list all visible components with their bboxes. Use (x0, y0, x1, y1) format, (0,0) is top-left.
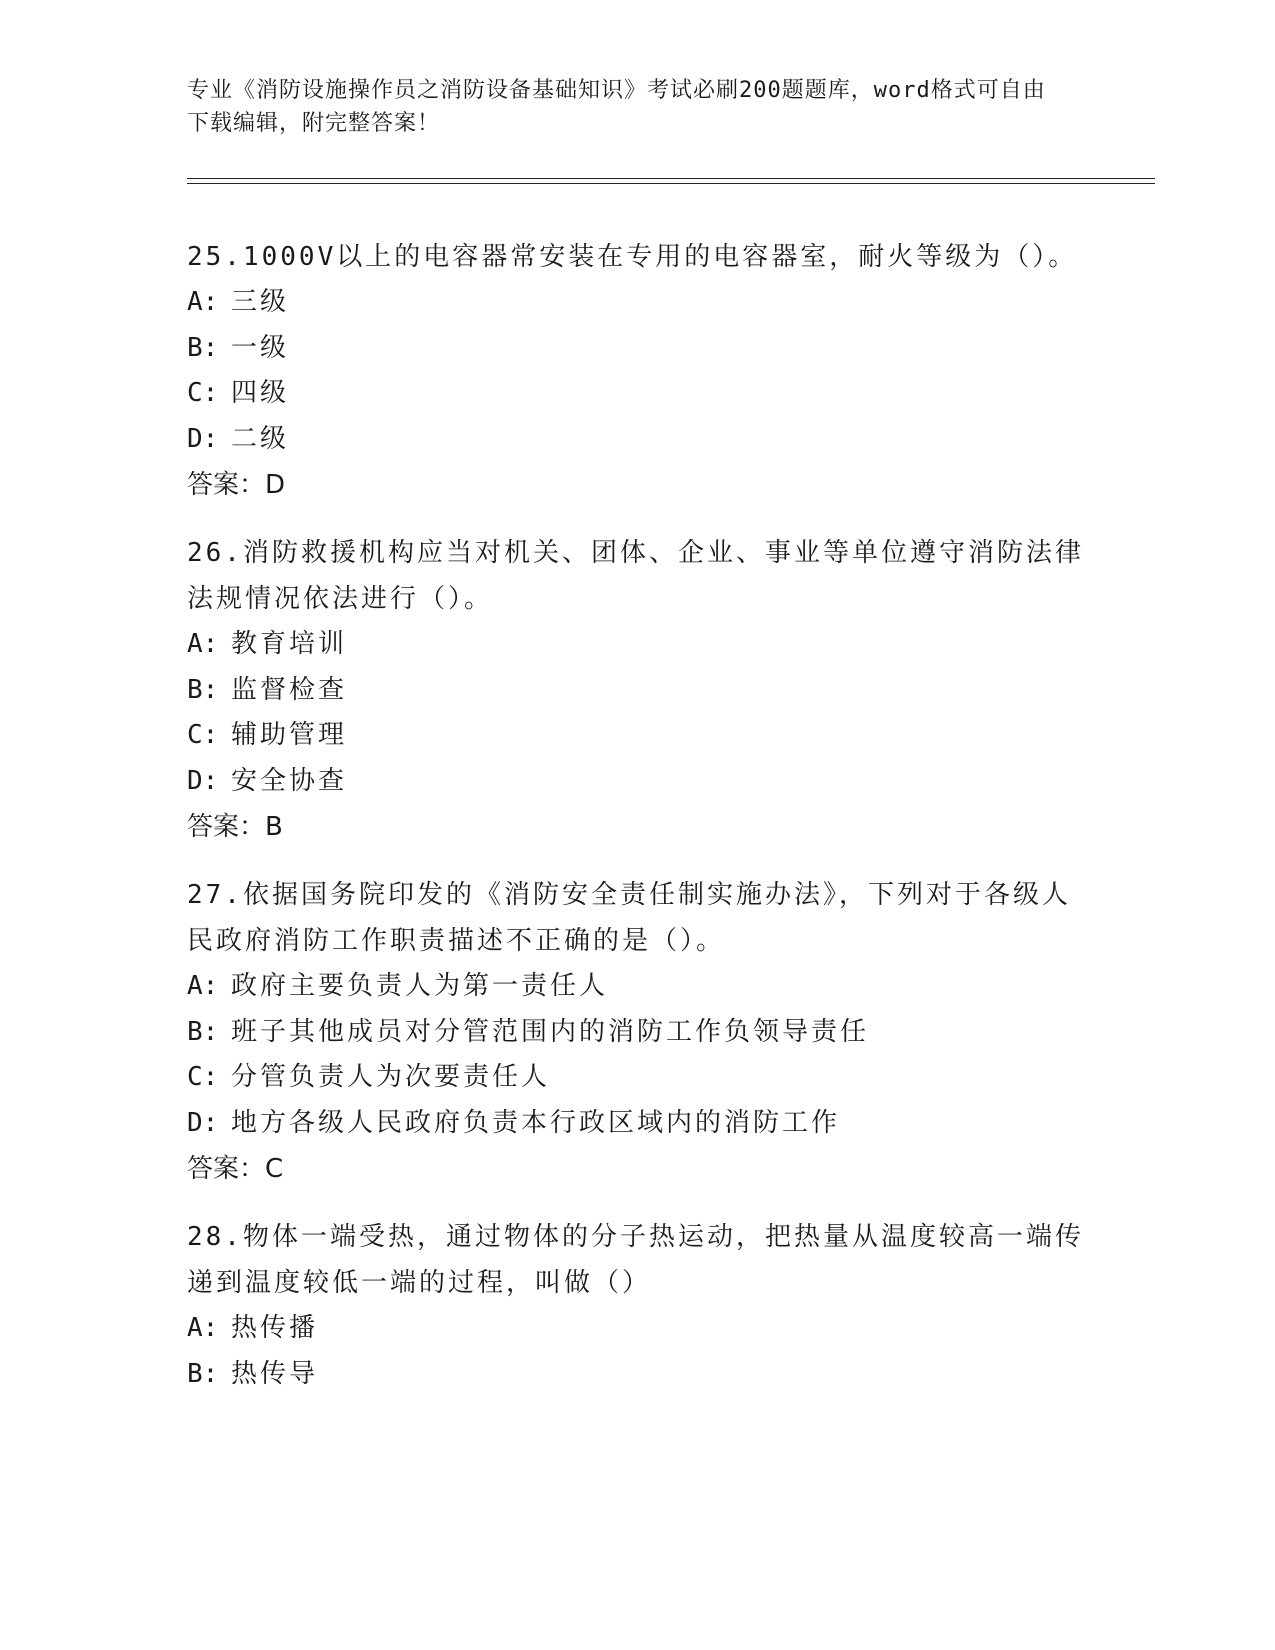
option-text: 热传导 (231, 1358, 319, 1389)
answer-line: 答案：C (187, 1154, 284, 1184)
question-27 (187, 872, 1087, 1192)
option-b (187, 1010, 1087, 1056)
option-c (187, 713, 1087, 759)
option-text: 教育培训 (231, 629, 348, 659)
option-a (187, 1306, 1087, 1352)
option-c (187, 371, 1087, 417)
option-key: A: (187, 1313, 219, 1343)
option-key: D: (187, 765, 219, 796)
question-25 (187, 234, 1087, 508)
option-b (187, 1352, 1087, 1398)
question-stem: 26.消防救援机构应当对机关、团体、企业、事业等单位遵守消防法律法规情况依法进行（）。 (187, 538, 1084, 614)
option-text: 地方各级人民政府负责本行政区域内的消防工作 (231, 1107, 841, 1138)
question-list (187, 234, 1087, 1419)
option-key: C: (187, 1062, 219, 1092)
option-b (187, 668, 1087, 714)
question-stem: 28.物体一端受热，通过物体的分子热运动，把热量从温度较高一端传递到温度较低一端的过程，叫做（） (187, 1222, 1084, 1298)
document-header: 专业《消防设施操作员之消防设备基础知识》考试必刷200题题库，word格式可自由下载编辑，附完整答案！ (187, 78, 1046, 136)
option-a (187, 964, 1087, 1010)
question-stem: 25.1000V以上的电容器常安装在专用的电容器室，耐火等级为（）。 (187, 242, 1078, 272)
option-key: D: (187, 423, 219, 454)
option-d (187, 759, 1087, 805)
option-text: 三级 (231, 287, 290, 317)
option-c (187, 1055, 1087, 1101)
option-key: A: (187, 629, 219, 659)
option-key: A: (187, 971, 219, 1001)
header-divider-top (187, 178, 1155, 179)
header-divider-bottom (187, 183, 1155, 184)
option-text: 一级 (231, 332, 290, 363)
question-28 (187, 1214, 1087, 1397)
option-key: B: (187, 332, 219, 363)
answer-line: 答案：D (187, 470, 286, 500)
option-text: 监督检查 (231, 674, 348, 705)
option-key: B: (187, 1358, 219, 1389)
option-b (187, 326, 1087, 372)
option-text: 班子其他成员对分管范围内的消防工作负领导责任 (231, 1016, 870, 1047)
option-text: 二级 (231, 423, 290, 454)
option-a (187, 622, 1087, 668)
option-key: A: (187, 287, 219, 317)
option-text: 政府主要负责人为第一责任人 (231, 971, 609, 1001)
option-a (187, 280, 1087, 326)
option-key: D: (187, 1107, 219, 1138)
option-key: B: (187, 1016, 219, 1047)
option-d (187, 417, 1087, 463)
option-key: C: (187, 378, 219, 408)
option-key: B: (187, 674, 219, 705)
option-d (187, 1101, 1087, 1147)
option-key: C: (187, 720, 219, 750)
question-26 (187, 530, 1087, 850)
question-stem: 27.依据国务院印发的《消防安全责任制实施办法》，下列对于各级人民政府消防工作职责描述不正确的是（）。 (187, 880, 1071, 956)
option-text: 分管负责人为次要责任人 (231, 1062, 551, 1092)
option-text: 辅助管理 (231, 720, 348, 750)
option-text: 四级 (231, 378, 290, 408)
option-text: 热传播 (231, 1313, 319, 1343)
option-text: 安全协查 (231, 765, 348, 796)
answer-line: 答案：B (187, 812, 283, 842)
